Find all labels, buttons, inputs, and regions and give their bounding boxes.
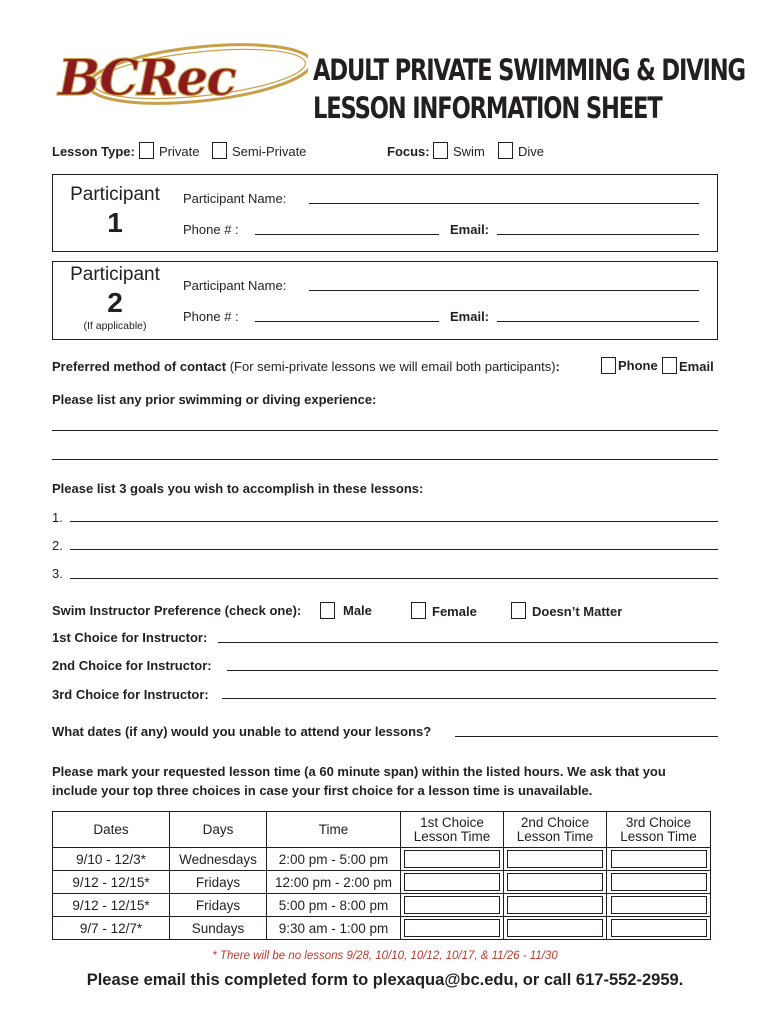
participant-1-email-label: Email:	[450, 222, 490, 237]
dive-option-label: Dive	[518, 144, 545, 159]
table-row	[53, 894, 711, 917]
male-option-label: Male	[343, 603, 372, 618]
participant-1-phone-label: Phone # :	[183, 222, 239, 237]
footer-instructions: Please email this completed form to plexaqua@bc.edu, or call 617-552-2959.	[86, 971, 684, 989]
doesnt-matter-option-label: Doesn’t Matter	[532, 604, 623, 619]
goal-2-field[interactable]	[70, 549, 718, 550]
participant-2-email-field[interactable]	[497, 321, 699, 322]
private-checkbox[interactable]	[139, 142, 154, 159]
row-4-second-choice-input[interactable]	[507, 919, 603, 937]
email-contact-label: Email	[679, 359, 714, 374]
participant-2-phone-label: Phone # :	[183, 309, 239, 324]
row-3-third-choice-input[interactable]	[611, 896, 707, 914]
semi-private-option-label: Semi-Private	[232, 144, 307, 159]
experience-label: Please list any prior swimming or diving experience:	[52, 392, 377, 407]
days-header: Days	[170, 812, 267, 848]
row-4-third-choice[interactable]	[607, 917, 711, 940]
contact-method-label-bold: Preferred method of contact	[52, 359, 227, 374]
goal-1-number: 1.	[52, 510, 63, 525]
participant-2-name-field[interactable]	[309, 290, 699, 291]
row-2-time: 12:00 pm - 2:00 pm	[267, 871, 401, 894]
row-1-dates: 9/10 - 12/3*	[53, 848, 170, 871]
row-2-second-choice-input[interactable]	[507, 873, 603, 891]
row-4-second-choice[interactable]	[504, 917, 607, 940]
email-contact-checkbox[interactable]	[662, 357, 677, 374]
doesnt-matter-checkbox[interactable]	[511, 602, 526, 619]
female-option-label: Female	[432, 604, 477, 619]
goal-3-number: 3.	[52, 566, 63, 581]
unavailable-dates-label: What dates (if any) would you unable to attend your lessons?	[52, 724, 432, 739]
dive-checkbox[interactable]	[498, 142, 513, 159]
row-4-third-choice-input[interactable]	[611, 919, 707, 937]
unavailable-dates-field[interactable]	[455, 736, 718, 737]
phone-contact-label: Phone	[618, 358, 658, 373]
participant-1-phone-field[interactable]	[255, 234, 439, 235]
goal-2-number: 2.	[52, 538, 63, 553]
contact-method-colon: :	[555, 359, 560, 374]
contact-method-label	[52, 359, 560, 374]
experience-line-1[interactable]	[52, 430, 718, 431]
lesson-time-table	[52, 811, 711, 940]
row-1-third-choice[interactable]	[607, 848, 711, 871]
third-choice-header: 3rd Choice Lesson Time	[607, 812, 711, 848]
row-2-first-choice-input[interactable]	[404, 873, 500, 891]
row-2-third-choice-input[interactable]	[611, 873, 707, 891]
instructor-preference-label: Swim Instructor Preference (check one):	[52, 603, 302, 618]
participant-1-name-field[interactable]	[309, 203, 699, 204]
participant-2-phone-field[interactable]	[255, 321, 439, 322]
time-header: Time	[267, 812, 401, 848]
row-4-time: 9:30 am - 1:00 pm	[267, 917, 401, 940]
row-1-third-choice-input[interactable]	[611, 850, 707, 868]
no-lessons-footnote: * There will be no lessons 9/28, 10/10, 10/12, 10/17, & 11/26 - 11/30	[212, 950, 558, 962]
row-1-days: Wednesdays	[170, 848, 267, 871]
form-title-line1: ADULT PRIVATE SWIMMING & DIVING	[313, 53, 745, 87]
table-header-row	[53, 812, 711, 848]
goal-1-field[interactable]	[70, 521, 718, 522]
table-row	[53, 871, 711, 894]
instructor-choice-1-label: 1st Choice for Instructor:	[52, 630, 208, 645]
semi-private-checkbox[interactable]	[212, 142, 227, 159]
private-option-label: Private	[159, 144, 200, 159]
row-2-days: Fridays	[170, 871, 267, 894]
row-1-first-choice-input[interactable]	[404, 850, 500, 868]
participant-2-name-label: Participant Name:	[183, 278, 287, 293]
instructor-choice-3-field[interactable]	[222, 698, 716, 699]
row-3-first-choice-input[interactable]	[404, 896, 500, 914]
goals-label: Please list 3 goals you wish to accomplish in these lessons:	[52, 481, 424, 496]
instructor-choice-1-field[interactable]	[218, 642, 718, 643]
participant-1-email-field[interactable]	[497, 234, 699, 235]
participant-2-number: 2	[107, 287, 123, 318]
table-row	[53, 848, 711, 871]
row-4-first-choice-input[interactable]	[404, 919, 500, 937]
participant-1-title: Participant	[70, 184, 160, 205]
row-1-second-choice[interactable]	[504, 848, 607, 871]
row-3-second-choice[interactable]	[504, 894, 607, 917]
row-3-days: Fridays	[170, 894, 267, 917]
female-checkbox[interactable]	[411, 602, 426, 619]
row-3-first-choice[interactable]	[401, 894, 504, 917]
lesson-time-instructions-1: Please mark your requested lesson time (a 60 minute span) within the listed hours. We ask that you	[52, 764, 666, 779]
phone-contact-checkbox[interactable]	[601, 357, 616, 374]
lesson-type-label: Lesson Type:	[52, 144, 135, 159]
logo-text: BCRec	[58, 48, 235, 107]
participant-2-email-label: Email:	[450, 309, 490, 324]
dates-header: Dates	[53, 812, 170, 848]
bcrec-logo	[50, 40, 308, 112]
participant-2-title: Participant	[70, 264, 160, 285]
row-2-second-choice[interactable]	[504, 871, 607, 894]
table-row	[53, 917, 711, 940]
row-3-second-choice-input[interactable]	[507, 896, 603, 914]
focus-label: Focus:	[387, 144, 430, 159]
row-1-first-choice[interactable]	[401, 848, 504, 871]
row-4-dates: 9/7 - 12/7*	[53, 917, 170, 940]
row-1-time: 2:00 pm - 5:00 pm	[267, 848, 401, 871]
swim-checkbox[interactable]	[433, 142, 448, 159]
row-1-second-choice-input[interactable]	[507, 850, 603, 868]
row-4-first-choice[interactable]	[401, 917, 504, 940]
lesson-time-instructions-2: include your top three choices in case your first choice for a lesson time is unavailable.	[52, 783, 593, 798]
participant-2-note: (If applicable)	[83, 320, 147, 332]
instructor-choice-3-label: 3rd Choice for Instructor:	[52, 687, 209, 702]
row-3-dates: 9/12 - 12/15*	[53, 894, 170, 917]
form-title-line2: LESSON INFORMATION SHEET	[313, 91, 662, 125]
male-checkbox[interactable]	[320, 602, 335, 619]
goal-3-field[interactable]	[70, 578, 718, 579]
row-3-third-choice[interactable]	[607, 894, 711, 917]
row-2-dates: 9/12 - 12/15*	[53, 871, 170, 894]
participant-1-number: 1	[107, 207, 123, 238]
instructor-choice-2-label: 2nd Choice for Instructor:	[52, 658, 212, 673]
row-2-third-choice[interactable]	[607, 871, 711, 894]
first-choice-header: 1st Choice Lesson Time	[401, 812, 504, 848]
second-choice-header: 2nd Choice Lesson Time	[504, 812, 607, 848]
row-3-time: 5:00 pm - 8:00 pm	[267, 894, 401, 917]
swim-option-label: Swim	[453, 144, 485, 159]
participant-1-name-label: Participant Name:	[183, 191, 287, 206]
row-2-first-choice[interactable]	[401, 871, 504, 894]
instructor-choice-2-field[interactable]	[227, 670, 718, 671]
contact-method-label-note: (For semi-private lessons we will email both participants)	[226, 359, 556, 374]
experience-line-2[interactable]	[52, 459, 718, 460]
row-4-days: Sundays	[170, 917, 267, 940]
